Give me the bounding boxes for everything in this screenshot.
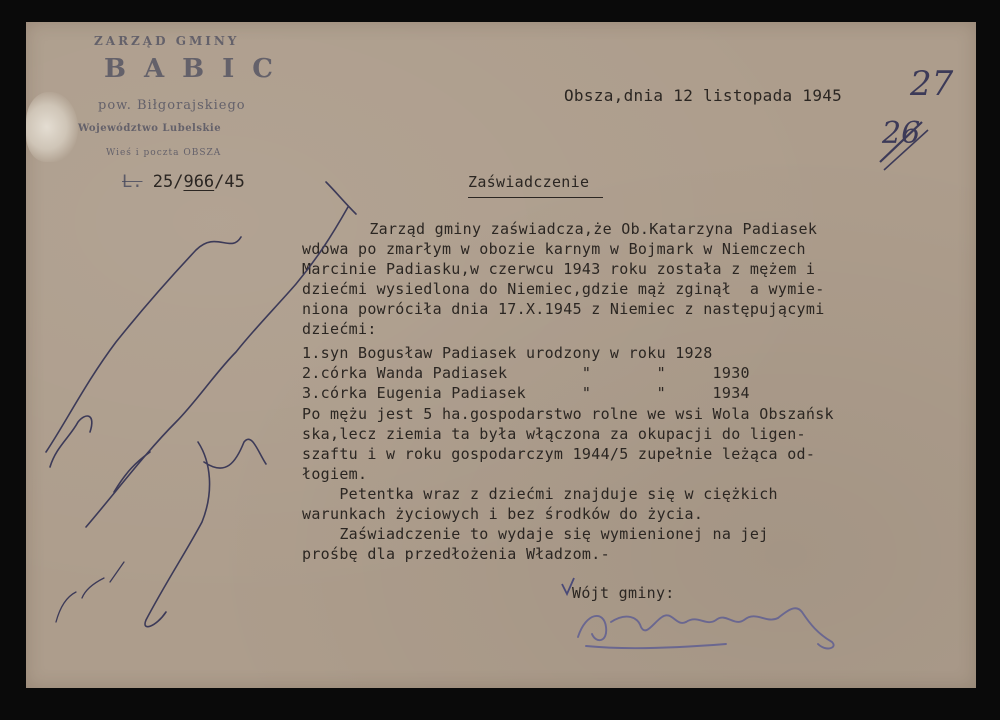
torn-paper-patch <box>26 92 78 162</box>
reference-part3: /45 <box>214 172 245 192</box>
date-line: Obsza,dnia 12 listopada 1945 <box>564 86 843 105</box>
body-line: niona powróciła dnia 17.X.1945 z Niemiec z następującymi <box>302 300 825 318</box>
body-line: Zarząd gminy zaświadcza,że Ob.Katarzyna Padiasek <box>332 220 818 238</box>
page-number: 27 <box>910 64 954 104</box>
stamp-district: pow. Biłgorajskiego <box>98 98 246 113</box>
child-list-item: 1.syn Bogusław Padiasek urodzony w roku 1928 <box>302 344 713 362</box>
child-list-item: 3.córka Eugenia Padiasek " " 1934 <box>302 384 750 402</box>
body-line: łogiem. <box>302 465 368 483</box>
body-line: dziećmi: <box>302 320 377 338</box>
page-number-crossed-text: 26 <box>882 116 921 151</box>
signature-title: Wójt gminy: <box>572 584 675 602</box>
body-line: wdowa po zmarłym w obozie karnym w Bojmark w Niemczech <box>302 240 806 258</box>
body-line: ska,lecz ziemia ta była włączona za okupacji do ligen- <box>302 425 806 443</box>
body-line: dziećmi wysiedlona do Niemiec,gdzie mąż zginął a wymie- <box>302 280 825 298</box>
reference-prefix: L. <box>122 172 143 192</box>
document-sheet <box>26 22 976 688</box>
reference-number <box>122 172 245 192</box>
body-line: szaftu i w roku gospodarczym 1944/5 zupełnie leżąca od- <box>302 445 816 463</box>
body-line: Petentka wraz z dziećmi znajduje się w ciężkich <box>302 485 778 503</box>
body-line: prośbę dla przedłożenia Władzom.- <box>302 545 610 563</box>
reference-part2: 966 <box>183 172 215 192</box>
margin-date-mark <box>56 562 124 622</box>
stamp-voivodeship: Województwo Lubelskie <box>78 123 222 134</box>
document-title: Zaświadczenie <box>468 173 603 198</box>
reference-part1: 25/ <box>152 172 184 192</box>
stamp-municipality: BABIC <box>104 54 291 84</box>
child-list-item: 2.córka Wanda Padiasek " " 1930 <box>302 364 750 382</box>
page-number-crossed <box>882 116 920 151</box>
stamp-postal: Wieś i poczta OBSZA <box>106 148 222 158</box>
body-line: Marcinie Padiasku,w czerwcu 1943 roku została z mężem i <box>302 260 816 278</box>
body-line: Po mężu jest 5 ha.gospodarstwo rolne we wsi Wola Obszańsk <box>302 405 834 423</box>
body-line: Zaświadczenie to wydaje się wymienionej na jej <box>302 525 769 543</box>
signature-mark <box>578 608 834 648</box>
stamp-office-name: ZARZĄD GMINY <box>94 34 240 48</box>
body-line: warunkach życiowych i bez środków do życia. <box>302 505 704 523</box>
